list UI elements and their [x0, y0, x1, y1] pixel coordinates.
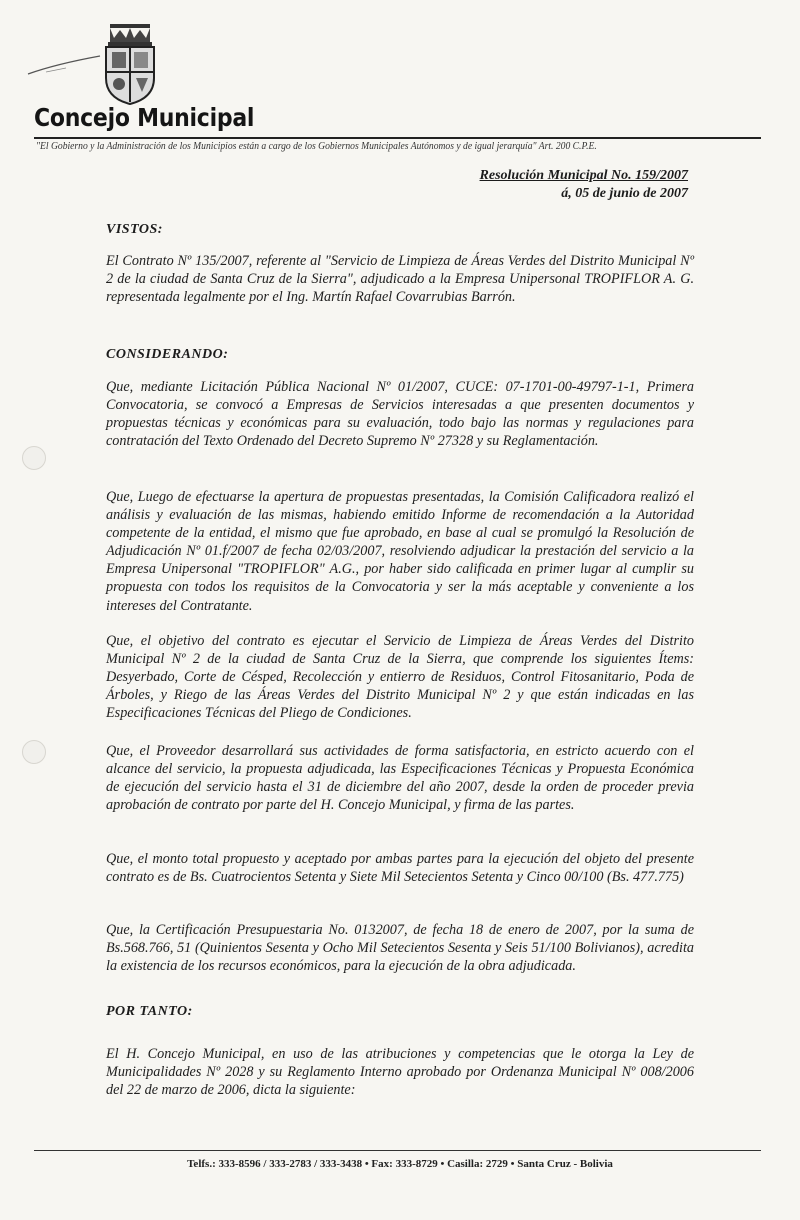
considerando-paragraph-3: Que, el objetivo del contrato es ejecutar el Servicio de Limpieza de Áreas Verdes del Distrito Municipal Nº 2 de la ciudad de Santa Cruz de la Sierra, que comprende los siguientes Ítems: Desyerbado, Corte de Césped, Recolección y entierro de Residuos, Control Fitosanitario, Poda de Árboles, y Riego de las Áreas Verdes del Distrito Municipal Nº 2 y que están indicadas en las Especificaciones Técnicas del Pliego de Condiciones.	[106, 633, 694, 722]
pen-stroke-mark	[26, 50, 106, 80]
considerando-paragraph-5: Que, el monto total propuesto y aceptado por ambas partes para la ejecución del objeto del presente contrato es de Bs. Cuatrocientos Setenta y Siete Mil Setecientos Setenta y Cinco 00/100 (Bs. 477.775)	[106, 851, 694, 886]
org-name: Concejo Municipal	[34, 103, 255, 132]
considerando-paragraph-1: Que, mediante Licitación Pública Nacional Nº 01/2007, CUCE: 07-1701-00-49797-1-1, Primera Convocatoria, se convocó a Empresas de Servicios interesadas a que presenten documentos y propuestas técnicas y económicas para su evaluación, todo bajo las normas y regulaciones para contratación del Texto Ordenado del Decreto Supremo Nº 27328 y su Reglamentación.	[106, 379, 694, 450]
considerando-paragraph-6: Que, la Certificación Presupuestaria No. 0132007, de fecha 18 de enero de 2007, por la suma de Bs.568.766, 51 (Quinientos Sesenta y Ocho Mil Setecientos Sesenta y Seis 51/100 Bolivianos), acredita la existencia de los recursos económicos, para la ejecución de la obra adjudicada.	[106, 922, 694, 975]
considerando-paragraph-2: Que, Luego de efectuarse la apertura de propuestas presentadas, la Comisión Calificadora realizó el análisis y evaluación de las mismas, habiendo emitido Informe de recomendación a la Autoridad competente de la entidad, el mismo que fue aprobado, en base al cual se promulgó la Resolución de Adjudicación Nº 01.f/2007 de fecha 02/03/2007, resolviendo adjudicar la prestación del servicio a la Empresa Unipersonal "TROPIFLOR" A.G., por haber sido calificada en primer lugar al cumplir su propuesta con todos los requisitos de la Convocatoria y ser la más aceptable y conveniente a los intereses del Contratante.	[106, 489, 694, 614]
punch-hole-top	[22, 446, 46, 470]
coat-of-arms-icon	[100, 22, 160, 106]
resolution-title: Resolución Municipal No. 159/2007	[479, 168, 688, 183]
footer-divider	[34, 1150, 761, 1151]
considerando-paragraph-4: Que, el Proveedor desarrollará sus actividades de forma satisfactoria, en estricto acuerdo con el alcance del servicio, la propuesta adjudicada, las Especificaciones Técnicas y Propuesta Económica de ejecución del servicio hasta el 31 de diciembre del año 2007, desde la orden de proceder previa aprobación de contrato por parte del H. Concejo Municipal, y firma de las partes.	[106, 743, 694, 814]
portanto-paragraph: El H. Concejo Municipal, en uso de las atribuciones y competencias que le otorga la Ley de Municipalidades Nº 2028 y su Reglamento Interno aprobado por Ordenanza Municipal Nº 008/2006 del 22 de marzo de 2006, dicta la siguiente:	[106, 1046, 694, 1099]
punch-hole-bottom	[22, 740, 46, 764]
header-quote: "El Gobierno y la Administración de los Municipios están a cargo de los Gobiernos Municipales Autónomos y de igual jerarquía" Art. 200 C.P.E.	[36, 141, 597, 152]
portanto-heading: POR TANTO:	[106, 1004, 193, 1019]
vistos-heading: VISTOS:	[106, 222, 163, 237]
considerando-heading: CONSIDERANDO:	[106, 347, 229, 362]
footer-contact: Telfs.: 333-8596 / 333-2783 / 333-3438 • Fax: 333-8729 • Casilla: 2729 • Santa Cruz - Bolivia	[187, 1158, 613, 1170]
resolution-date: á, 05 de junio de 2007	[561, 186, 688, 201]
header-divider	[34, 137, 761, 139]
vistos-paragraph: El Contrato Nº 135/2007, referente al "Servicio de Limpieza de Áreas Verdes del Distrito Municipal Nº 2 de la ciudad de Santa Cruz de la Sierra", adjudicado a la Empresa Unipersonal TROPIFLOR A. G. representada legalmente por el Ing. Martín Rafael Covarrubias Barrón.	[106, 253, 694, 306]
